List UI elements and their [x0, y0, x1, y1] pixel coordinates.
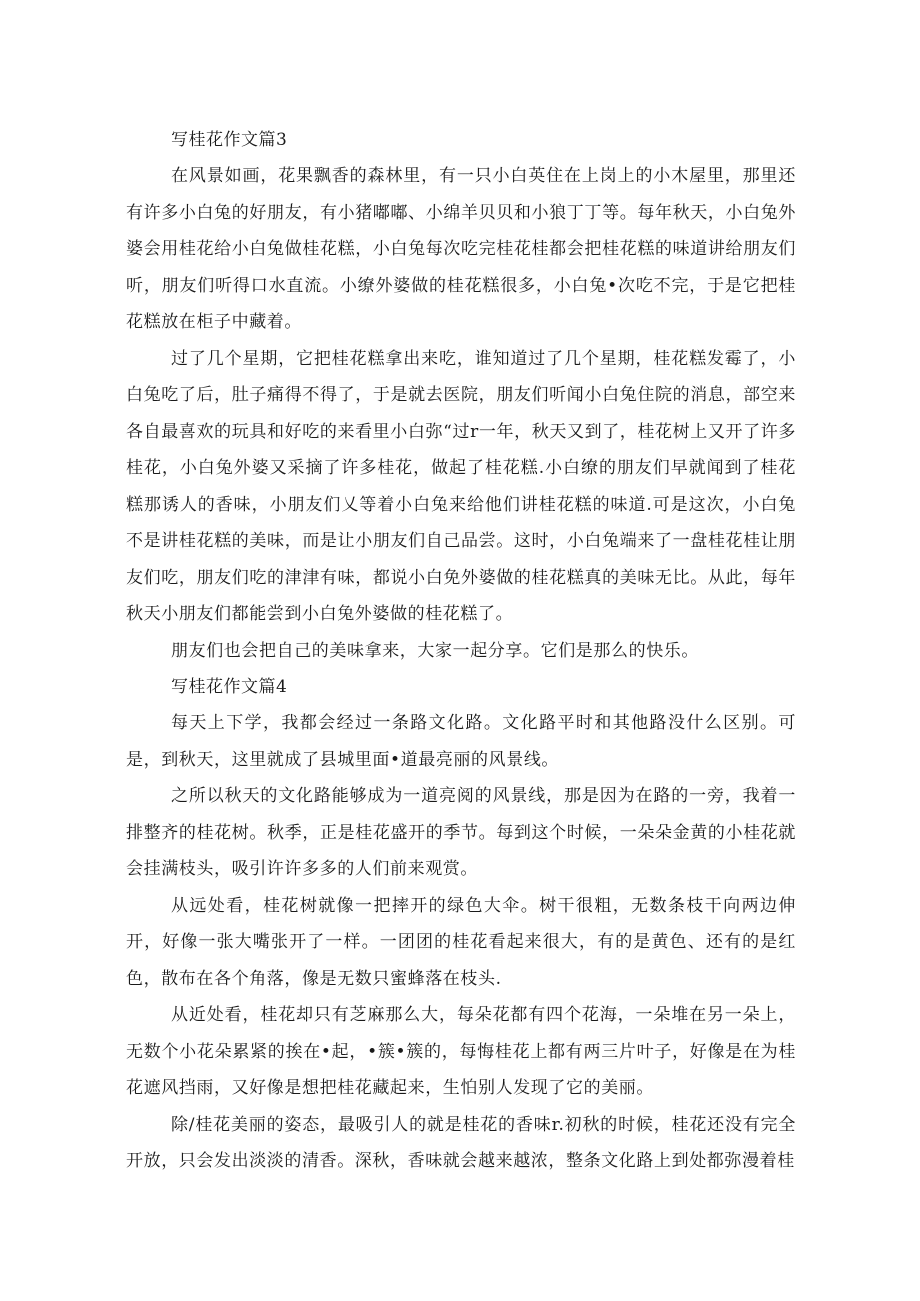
paragraph: 朋友们也会把自己的美味拿来，大家一起分享。它们是那么的快乐。 [171, 640, 699, 661]
paragraph: 从远处看，桂花树就像一把摔开的绿色大伞。树干很粗，无数条枝干向两边伸开，好像一张大嘴张开了一样。一团团的桂花看起来很大，有的是黄色、还有的是红色，散布在各个角落，像是无数只蜜蜂落在枝头. [126, 895, 796, 989]
paragraph: 在风景如画，花果飘香的森林里，有一只小白英住在上岗上的小木屋里，那里还有许多小白兔的好朋友，有小猪嘟嘟、小绵羊贝贝和小狼丁丁等。每年秋天，小白兔外婆会用桂花给小白兔做桂花糕，小白兔每次吃完桂花桂都会把桂花糕的味道讲给朋友们听，朋友们听得口水直流。小缭外婆做的桂花糕很多，小白兔•次吃不完，于是它把桂花糕放在柜子中藏着。 [126, 166, 796, 332]
section-heading: 写桂花作文篇3 [171, 130, 288, 150]
paragraph: 之所以秋天的文化路能够成为一道亮阅的风景线，那是因为在路的一旁，我着一排整齐的桂花树。秋季，正是桂花盛开的季节。每到这个时候，一朵朵金黄的小桂花就会挂满枝头，吸引许许多多的人们前来观赏。 [126, 786, 796, 879]
essay-section-4 [126, 669, 796, 1180]
paragraph: 从近处看，桂花却只有芝麻那么大，每朵花都有四个花海，一朵堆在另一朵上，无数个小花朵累紧的挨在•起，•簇•簇的，每悔桂花上都有两三片叶子，好像是在为桂花遮风挡雨，又好像是想把桂花藏起来，生怕别人发现了它的美丽。 [126, 1005, 796, 1098]
document-body [126, 122, 796, 1180]
paragraph: 过了几个星期，它把桂花糕拿出来吃，谁知道过了几个星期，桂花糕发霉了，小白兔吃了后，肚子痛得不得了，于是就去医院，朋友们听闻小白兔住院的消息，部空来各自最喜欢的玩具和好吃的来看里小白弥“过r一年，秋天又到了，桂花树上又开了许多桂花，小白兔外婆又采摘了许多桂花，做起了桂花糕.小白缭的朋友们早就闻到了桂花糕那诱人的香味，小朋友们乂等着小白兔来给他们讲桂花糕的味道.可是这次，小白兔不是讲桂花糕的美味，而是让小朋友们自己品尝。这时，小白兔端来了一盘桂花桂让朋友们吃，朋友们吃的津津有味，都说小白免外婆做的桂花糕真的美味无比。从此，每年秋天小朋友们都能尝到小白兔外婆做的桂花糕了。 [126, 348, 796, 624]
essay-section-3 [126, 122, 796, 669]
paragraph: 每天上下学，我都会经过一条路文化路。文化路平时和其他路没什么区别。可是，到秋天，这里就成了县城里面•道最亮丽的风景线。 [126, 713, 796, 770]
paragraph: 除/桂花美丽的姿态，最吸引人的就是桂花的香味r.初秋的时候，桂花还没有完全开放，只会发出淡淡的清香。深秋，香味就会越来越浓，整条文化路上到处都弥漫着桂 [126, 1114, 796, 1171]
section-heading: 写桂花作文篇4 [171, 677, 288, 697]
